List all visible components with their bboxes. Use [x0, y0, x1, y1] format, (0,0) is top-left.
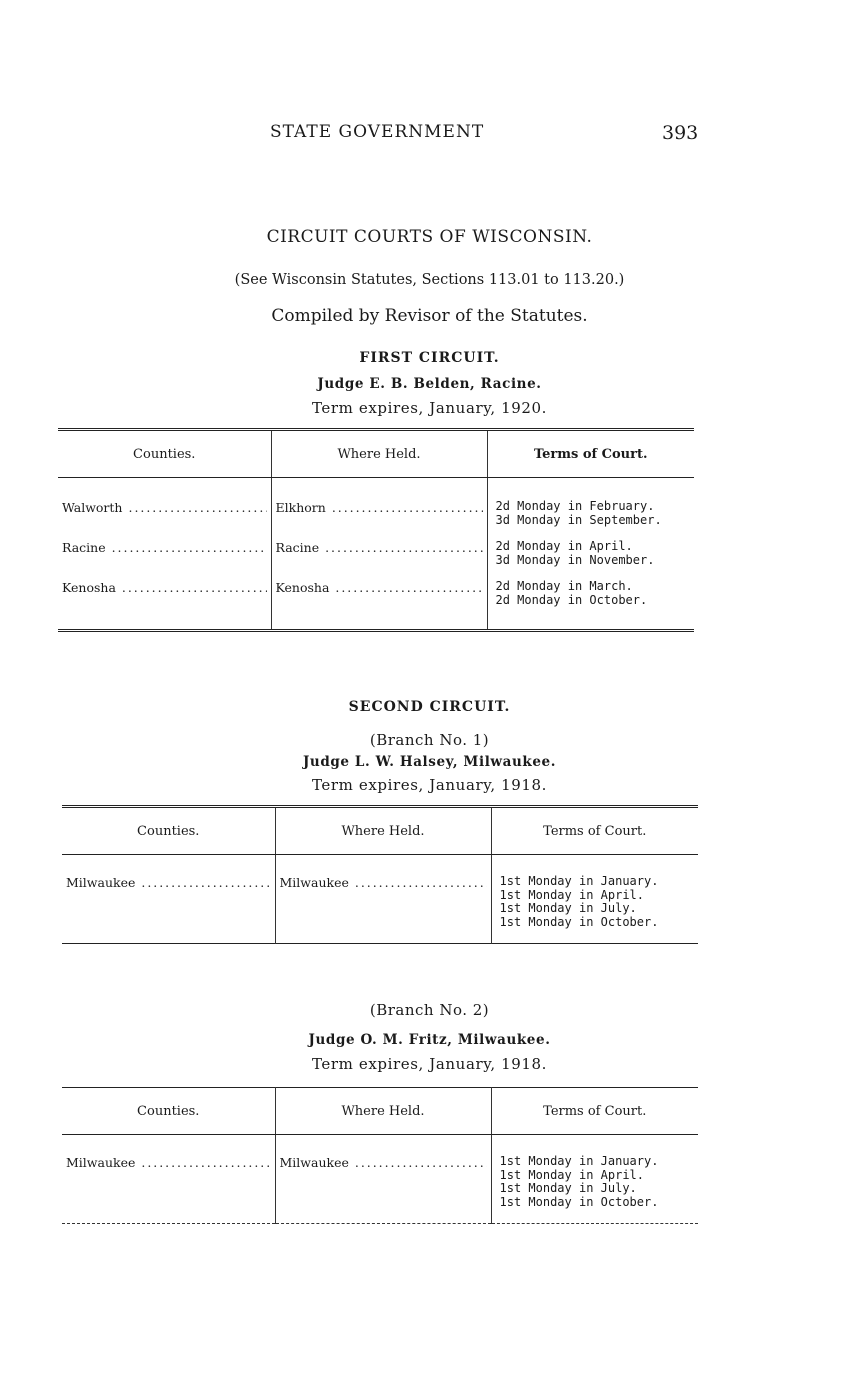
county-cell: Kenosha: [62, 580, 116, 595]
county-cell: Walworth: [62, 500, 123, 515]
county-cell: Racine: [62, 540, 106, 555]
first-circuit-heading: FIRST CIRCUIT.: [359, 350, 500, 366]
column-header-where-held: Where Held.: [275, 807, 491, 855]
branch-2-judge: Judge O. M. Fritz, Milwaukee.: [308, 1032, 551, 1048]
branch-1-table: [62, 805, 698, 944]
page-title: CIRCUIT COURTS OF WISCONSIN.: [266, 227, 593, 247]
compiled-by-note: Compiled by Revisor of the Statutes.: [271, 306, 588, 326]
table-row: [62, 1135, 698, 1224]
column-header-counties: Counties.: [58, 430, 271, 478]
where-held-cell: Racine: [275, 540, 320, 555]
column-header-counties: Counties.: [62, 807, 275, 855]
column-header-terms: Terms of Court.: [491, 1088, 698, 1135]
where-held-cell: Milwaukee: [279, 1155, 349, 1170]
where-held-cell: Elkhorn: [275, 500, 326, 515]
table-row: [58, 527, 694, 567]
first-circuit-rows: [58, 478, 694, 631]
term-line: 2d Monday in March.: [495, 579, 633, 593]
branch-2-label: (Branch No. 2): [369, 1001, 490, 1019]
term-line: 1st Monday in January.: [499, 1154, 659, 1168]
table-row: [62, 855, 698, 944]
where-held-cell: Kenosha: [275, 580, 330, 595]
page-number: 393: [662, 122, 699, 144]
term-line: 1st Monday in January.: [499, 874, 659, 888]
branch-2-table: [62, 1087, 698, 1224]
column-header-terms: Terms of Court.: [491, 807, 698, 855]
term-line: 3d Monday in November.: [495, 552, 655, 567]
table-row: [58, 478, 694, 528]
statute-reference: (See Wisconsin Statutes, Sections 113.01 to 113.20.): [234, 272, 625, 288]
term-line: 2d Monday in February.: [495, 499, 655, 513]
term-line: 1st Monday in April.: [499, 887, 644, 902]
term-line: 1st Monday in October.: [499, 914, 659, 929]
term-line: 1st Monday in July.: [499, 1181, 637, 1195]
first-circuit-table: [58, 428, 694, 632]
first-circuit-term: Term expires, January, 1920.: [311, 399, 548, 417]
branch-1-judge: Judge L. W. Halsey, Milwaukee.: [302, 754, 557, 770]
branch-2-term: Term expires, January, 1918.: [311, 1055, 548, 1073]
where-held-cell: Milwaukee: [279, 875, 349, 890]
county-cell: Milwaukee: [66, 1155, 136, 1170]
term-line: 1st Monday in July.: [499, 901, 637, 915]
term-line: 1st Monday in October.: [499, 1194, 659, 1209]
branch-1-term: Term expires, January, 1918.: [311, 776, 548, 794]
first-circuit-judge: Judge E. B. Belden, Racine.: [317, 376, 542, 392]
column-header-terms: Terms of Court.: [487, 430, 694, 478]
column-header-where-held: Where Held.: [271, 430, 487, 478]
column-header-counties: Counties.: [62, 1088, 275, 1135]
branch-1-label: (Branch No. 1): [369, 731, 490, 749]
county-cell: Milwaukee: [66, 875, 136, 890]
table-row: [58, 567, 694, 631]
term-line: 2d Monday in April.: [495, 539, 633, 553]
term-line: 2d Monday in October.: [495, 592, 648, 607]
running-head: STATE GOVERNMENT: [270, 122, 485, 142]
term-line: 3d Monday in September.: [495, 512, 662, 527]
column-header-where-held: Where Held.: [275, 1088, 491, 1135]
second-circuit-heading: SECOND CIRCUIT.: [348, 699, 511, 715]
term-line: 1st Monday in April.: [499, 1167, 644, 1182]
